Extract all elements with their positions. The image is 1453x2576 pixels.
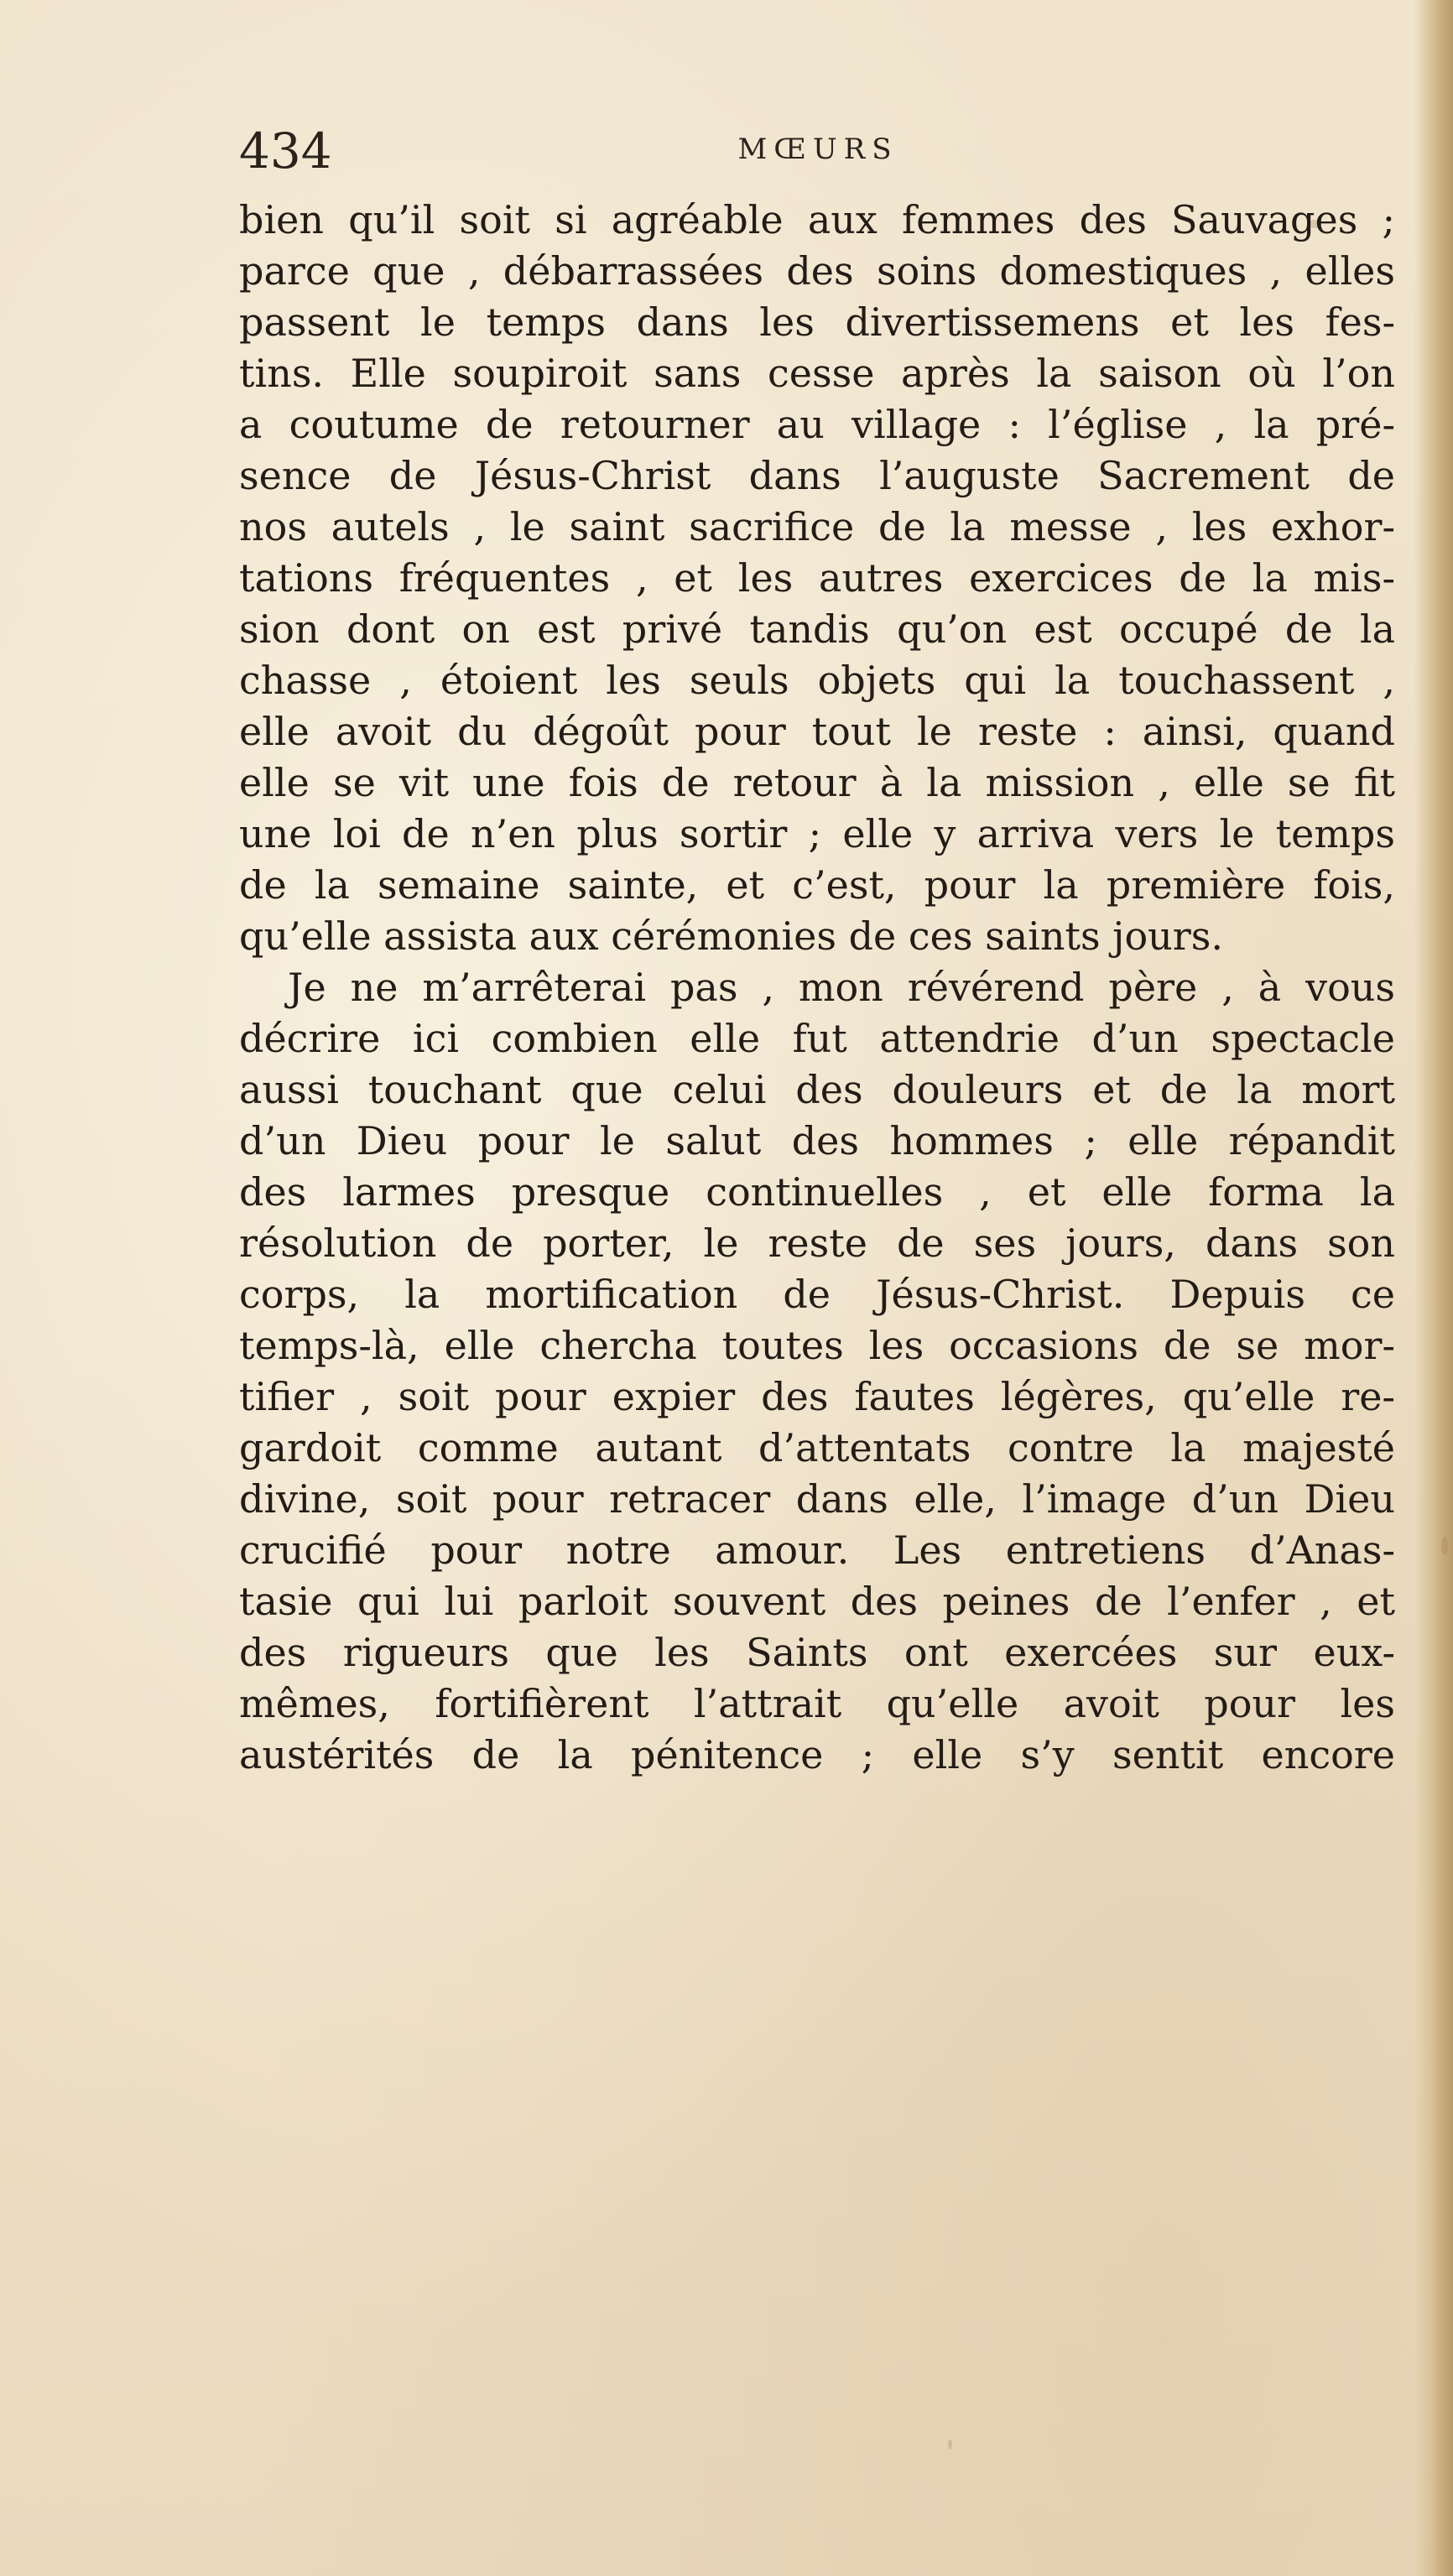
paper-stain	[948, 2439, 952, 2449]
text-line: aussi touchant que celui des douleurs et de la mort	[239, 1067, 1395, 1112]
text-line: elle avoit du dégoût pour tout le reste : ainsi, quand	[239, 709, 1395, 754]
text-line: nos autels , le saint sacrifice de la messe , les exhor-	[239, 504, 1395, 549]
text-line: elle se vit une fois de retour à la mission , elle se fit	[239, 760, 1395, 805]
text-line: tifier , soit pour expier des fautes légères, qu’elle re-	[239, 1374, 1395, 1419]
page-number: 434	[239, 122, 332, 180]
text-line: des larmes presque continuelles , et elle forma la	[239, 1169, 1395, 1215]
page-edge-shadow	[1414, 0, 1453, 2576]
text-line: qu’elle assista aux cérémonies de ces saints jours.	[239, 913, 1223, 959]
text-line: de la semaine sainte, et c’est, pour la première fois,	[239, 862, 1395, 908]
text-line: gardoit comme autant d’attentats contre la majesté	[239, 1425, 1395, 1470]
text-line: austérités de la pénitence ; elle s’y sentit encore	[239, 1732, 1395, 1777]
text-line: chasse , étoient les seuls objets qui la touchassent ,	[239, 658, 1395, 703]
paper-stain	[1441, 1537, 1448, 1555]
text-line: mêmes, fortifièrent l’attrait qu’elle avoit pour les	[239, 1681, 1395, 1726]
text-line: sion dont on est privé tandis qu’on est occupé de la	[239, 606, 1395, 652]
text-line: temps-là, elle chercha toutes les occasions de se mor-	[239, 1323, 1395, 1368]
text-line: tasie qui lui parloit souvent des peines de l’enfer , et	[239, 1579, 1395, 1624]
text-line: passent le temps dans les divertissemens et les fes-	[239, 299, 1395, 345]
body-text	[239, 195, 1395, 1781]
paragraph-start-line: Je ne m’arrêterai pas , mon révérend père , à vous	[288, 965, 1395, 1010]
text-line: d’un Dieu pour le salut des hommes ; elle répandit	[239, 1118, 1395, 1163]
text-line: corps, la mortification de Jésus-Christ. Depuis ce	[239, 1272, 1395, 1317]
text-line: divine, soit pour retracer dans elle, l’image d’un Dieu	[239, 1476, 1395, 1522]
text-line: des rigueurs que les Saints ont exercées sur eux-	[239, 1630, 1395, 1675]
running-title: MŒURS	[737, 133, 898, 166]
text-line: sence de Jésus-Christ dans l’auguste Sacrement de	[239, 453, 1395, 498]
text-line: décrire ici combien elle fut attendrie d’un spectacle	[239, 1016, 1395, 1061]
text-line: parce que , débarrassées des soins domestiques , elles	[239, 248, 1395, 294]
text-line: bien qu’il soit si agréable aux femmes des Sauvages ;	[239, 197, 1395, 242]
text-line: résolution de porter, le reste de ses jours, dans son	[239, 1220, 1395, 1266]
page-header	[239, 117, 1397, 185]
text-line: une loi de n’en plus sortir ; elle y arriva vers le temps	[239, 811, 1395, 856]
text-line: tations fréquentes , et les autres exercices de la mis-	[239, 555, 1395, 601]
text-line: a coutume de retourner au village : l’église , la pré-	[239, 402, 1395, 447]
text-line: crucifié pour notre amour. Les entretiens d’Anas-	[239, 1527, 1395, 1573]
text-line: tins. Elle soupiroit sans cesse après la saison où l’on	[239, 351, 1395, 396]
